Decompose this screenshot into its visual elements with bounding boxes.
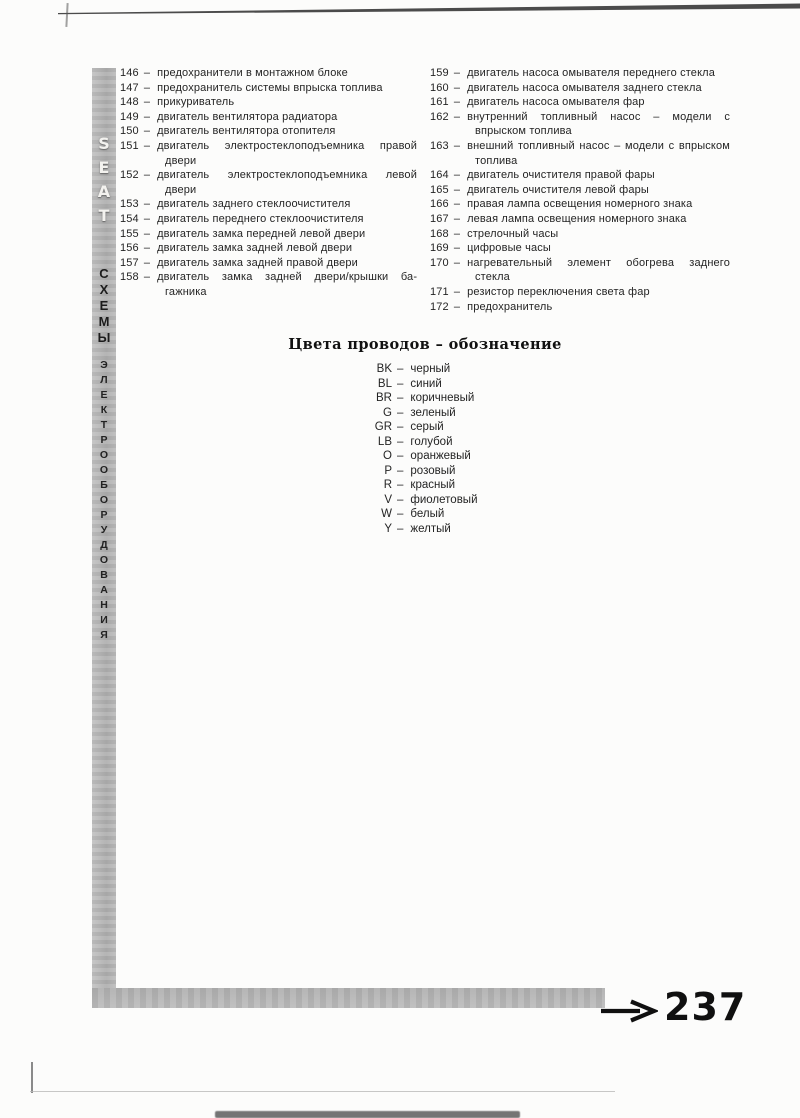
legend-item xyxy=(430,197,730,212)
legend-item-text: двигатель вентилятора радиатора xyxy=(157,110,338,123)
legend-item-number: 151 xyxy=(120,139,139,152)
legend-item-number: 160 xyxy=(430,81,449,94)
sidebar-letter: У xyxy=(100,524,108,536)
wire-color-row xyxy=(368,391,730,406)
sidebar-word-schemes xyxy=(98,266,111,346)
legend-item-text: правая лампа освещения номерного знака xyxy=(467,198,693,211)
legend-item-text: цифровые часы xyxy=(467,242,551,255)
wire-color-code: GR xyxy=(374,421,392,433)
wire-color-code: LB xyxy=(377,435,392,448)
legend-item-number: 169 xyxy=(430,242,449,255)
legend-item-dash: – xyxy=(453,198,461,211)
brand-letter: E xyxy=(98,158,110,177)
sidebar-letter: Р xyxy=(100,434,108,446)
legend-item xyxy=(120,212,417,227)
legend-right-column xyxy=(430,66,730,314)
wire-color-name: белый xyxy=(410,508,445,520)
wire-color-row xyxy=(368,478,730,493)
sidebar-letter: Н xyxy=(100,599,108,611)
wire-colors-heading: Цвета проводов – обозначение xyxy=(288,336,562,353)
sidebar-letter: Д xyxy=(100,539,108,551)
sidebar-letter: Р xyxy=(100,509,108,521)
wire-color-code: O xyxy=(383,450,392,462)
legend-item-dash: – xyxy=(453,285,461,298)
wire-color-name: синий xyxy=(410,377,442,390)
wire-color-dash: – xyxy=(397,392,404,404)
legend-item xyxy=(120,168,417,197)
legend-item-number: 158 xyxy=(120,271,139,284)
legend-item-number: 168 xyxy=(430,227,449,240)
wire-colors-section xyxy=(120,336,730,536)
legend-item-number: 172 xyxy=(430,300,449,313)
brand-letter: S xyxy=(98,134,110,153)
legend-item-dash: – xyxy=(453,212,461,225)
wire-color-name: коричневый xyxy=(410,392,475,404)
legend-item-text: левая лампа освещения номерного знака xyxy=(467,212,687,225)
wire-color-name: желтый xyxy=(410,522,451,535)
sidebar-word-electrical-equipment xyxy=(100,358,108,643)
wire-color-row xyxy=(368,406,730,421)
legend-item-text: двигатель электростеклоподъемника правой двери xyxy=(157,139,417,167)
wire-color-dash: – xyxy=(397,363,404,375)
legend-item-dash: – xyxy=(453,110,461,123)
legend-item-dash: – xyxy=(143,271,151,284)
sidebar-letter: Е xyxy=(100,389,108,401)
legend-item-text: двигатель очистителя правой фары xyxy=(467,169,655,182)
scan-faint-line xyxy=(30,1091,615,1092)
sidebar-letter: Т xyxy=(100,419,108,431)
scan-corner-mark-bottom xyxy=(31,1062,33,1093)
legend-item-text: двигатель вентилятора отопителя xyxy=(157,125,336,138)
legend-item-number: 170 xyxy=(430,256,449,269)
sidebar-letter: О xyxy=(99,449,109,461)
legend-item xyxy=(430,110,730,139)
legend-item-number: 149 xyxy=(120,110,139,123)
legend-item xyxy=(430,95,730,110)
legend-item xyxy=(120,124,417,139)
legend-item-number: 165 xyxy=(430,183,449,196)
legend-item-number: 155 xyxy=(120,227,139,240)
sidebar-letter: Л xyxy=(100,374,108,386)
legend-item xyxy=(120,256,417,271)
legend-item-dash: – xyxy=(143,212,151,225)
legend-item-number: 153 xyxy=(120,198,139,211)
sidebar-letter: Э xyxy=(100,359,108,371)
legend-item-number: 147 xyxy=(120,81,139,94)
wire-color-row xyxy=(368,377,730,392)
legend-item-dash: – xyxy=(143,256,151,269)
legend-item-text: предохранители в монтажном блоке xyxy=(157,67,348,79)
legend-item xyxy=(430,256,730,285)
sidebar-letter: Ы xyxy=(97,330,111,345)
sidebar-letter: М xyxy=(98,314,110,329)
legend-item xyxy=(430,139,730,168)
legend-item-text: двигатель очистителя левой фары xyxy=(467,183,649,196)
legend-item xyxy=(430,81,730,96)
sidebar-letter: А xyxy=(100,584,108,596)
wire-color-dash: – xyxy=(397,435,404,448)
legend-item-dash: – xyxy=(453,96,461,109)
sidebar-letter: О xyxy=(99,464,109,476)
wire-color-dash: – xyxy=(397,421,404,433)
legend-item xyxy=(120,227,417,242)
legend-item-dash: – xyxy=(453,169,461,182)
legend-item-number: 154 xyxy=(120,212,139,225)
legend-item xyxy=(120,66,417,81)
wire-color-name: фиолетовый xyxy=(410,493,478,506)
legend-item-dash: – xyxy=(453,300,461,313)
legend-item-number: 146 xyxy=(120,67,139,79)
sidebar-letter: И xyxy=(100,614,108,626)
legend-item-dash: – xyxy=(143,198,151,211)
legend-item-text: предохранитель системы впрыска топлива xyxy=(157,81,383,94)
brand-vertical-seat xyxy=(98,132,110,228)
legend-item-number: 152 xyxy=(120,169,139,182)
legend-item-text: двигатель замка задней двери/крышки багажника xyxy=(157,271,417,298)
brand-letter: A xyxy=(97,182,111,201)
legend-item xyxy=(430,300,730,315)
wire-color-dash: – xyxy=(397,493,404,506)
wire-colors-list xyxy=(120,362,730,536)
legend-item xyxy=(430,168,730,183)
sidebar-letter: С xyxy=(99,266,109,281)
legend-item-dash: – xyxy=(143,125,151,138)
legend-item-number: 163 xyxy=(430,139,449,152)
legend-item xyxy=(430,285,730,300)
legend-item xyxy=(120,81,417,96)
legend-item-text: двигатель электростеклоподъемника левой двери xyxy=(157,169,417,196)
legend-item-text: двигатель замка задней левой двери xyxy=(157,242,353,255)
legend-item-dash: – xyxy=(453,81,461,94)
sidebar-letter: К xyxy=(100,404,108,416)
legend-item-text: внутренний топливный насос – модели с впрыском топлива xyxy=(467,110,730,138)
legend-item-dash: – xyxy=(143,96,151,109)
legend-item-number: 167 xyxy=(430,212,449,225)
legend-item-text: двигатель замка передней левой двери xyxy=(157,227,366,240)
legend-item xyxy=(120,139,417,168)
legend-item xyxy=(430,183,730,198)
legend-item-text: стрелочный часы xyxy=(467,227,559,240)
wire-color-row xyxy=(368,522,730,537)
legend-item-text: предохранитель xyxy=(467,300,553,313)
wire-color-name: зеленый xyxy=(410,406,456,419)
legend-item-number: 171 xyxy=(430,285,449,298)
legend-item xyxy=(120,241,417,256)
wire-color-dash: – xyxy=(397,377,404,390)
legend-item-text: двигатель переднего стеклоочистителя xyxy=(157,212,364,225)
legend-item-number: 148 xyxy=(120,96,139,109)
wire-color-code: BK xyxy=(376,363,392,375)
legend-item-text: двигатель насоса омывателя заднего стекла xyxy=(467,81,702,94)
wire-color-code: G xyxy=(383,406,392,419)
wire-color-row xyxy=(368,493,730,508)
wire-color-row xyxy=(368,435,730,450)
sidebar-letter: В xyxy=(100,569,108,581)
sidebar-letter: Б xyxy=(100,479,108,491)
legend-item-number: 161 xyxy=(430,96,449,109)
wire-color-code: Y xyxy=(384,522,392,535)
wire-color-dash: – xyxy=(397,464,404,477)
arrow-right-icon xyxy=(600,990,658,1032)
legend-item-text: внешний топливный насос – модели с впрыском топлива xyxy=(467,139,730,167)
legend-item xyxy=(430,241,730,256)
wire-color-name: оранжевый xyxy=(410,450,471,462)
sidebar-letter: Х xyxy=(99,282,109,297)
wire-color-row xyxy=(368,449,730,464)
wire-color-row xyxy=(368,362,730,377)
legend-item-dash: – xyxy=(453,256,461,269)
wire-color-code: BL xyxy=(377,377,392,390)
brand-letter: T xyxy=(98,206,110,225)
legend-item-number: 162 xyxy=(430,110,449,123)
legend-item-dash: – xyxy=(143,242,151,255)
legend-item-dash: – xyxy=(143,227,151,240)
wire-color-name: серый xyxy=(410,421,444,433)
legend-item-dash: – xyxy=(143,81,151,94)
legend-item-text: резистор переключения света фар xyxy=(467,285,650,298)
legend-item-dash: – xyxy=(453,139,461,152)
legend-item-text: двигатель замка задней правой двери xyxy=(157,256,358,269)
legend-item-dash: – xyxy=(453,242,461,255)
legend-item-dash: – xyxy=(143,110,151,123)
legend-item-text: двигатель насоса омывателя переднего стекла xyxy=(467,67,715,79)
legend-item-text: двигатель насоса омывателя фар xyxy=(467,96,645,109)
wire-color-code: R xyxy=(383,479,392,491)
wire-color-dash: – xyxy=(397,406,404,419)
sidebar-letter: О xyxy=(99,494,109,506)
legend-item-number: 166 xyxy=(430,198,449,211)
wire-color-row xyxy=(368,507,730,522)
legend-item-text: двигатель заднего стеклоочистителя xyxy=(157,198,351,211)
legend-item xyxy=(430,66,730,81)
legend-item-dash: – xyxy=(453,67,461,79)
sidebar-letter: Е xyxy=(99,298,109,313)
wire-color-dash: – xyxy=(397,450,404,462)
legend-item xyxy=(120,197,417,212)
wire-color-code: BR xyxy=(376,392,392,404)
legend-left-column xyxy=(120,66,417,300)
legend-item-dash: – xyxy=(453,227,461,240)
wire-color-dash: – xyxy=(397,508,404,520)
legend-item-text: прикуриватель xyxy=(157,96,235,109)
scan-smudge-bar xyxy=(215,1111,520,1118)
legend-item-number: 164 xyxy=(430,169,449,182)
wire-color-dash: – xyxy=(397,522,404,535)
wire-color-code: P xyxy=(384,464,392,477)
wire-color-name: красный xyxy=(410,479,456,491)
legend-item-number: 157 xyxy=(120,256,139,269)
wire-color-name: розовый xyxy=(410,464,456,477)
legend-item-number: 159 xyxy=(430,67,449,79)
legend-item-dash: – xyxy=(453,183,461,196)
wire-color-row xyxy=(368,464,730,479)
sidebar-letter: Я xyxy=(100,629,108,641)
legend-item xyxy=(120,270,417,299)
wire-color-row xyxy=(368,420,730,435)
legend-item xyxy=(120,95,417,110)
legend-item xyxy=(120,110,417,125)
wire-color-dash: – xyxy=(397,479,404,491)
page-top-edge-line xyxy=(0,0,800,20)
legend-item-number: 156 xyxy=(120,242,139,255)
legend-item-dash: – xyxy=(143,169,151,182)
legend-item-dash: – xyxy=(143,139,151,152)
legend-item xyxy=(430,212,730,227)
legend-item xyxy=(430,227,730,242)
wire-color-name: черный xyxy=(410,363,451,375)
page-number: 237 xyxy=(664,985,747,1029)
legend-item-dash: – xyxy=(143,67,151,79)
bottom-rule-bar xyxy=(92,988,605,1008)
legend-item-number: 150 xyxy=(120,125,139,138)
wire-color-code: V xyxy=(384,493,392,506)
legend-item-text: нагревательный элемент обогрева заднего стекла xyxy=(467,256,730,284)
sidebar-letter: О xyxy=(99,554,109,566)
sidebar-tab xyxy=(92,68,116,1008)
page-number-block xyxy=(600,982,746,1032)
wire-color-code: W xyxy=(381,508,392,520)
wire-color-name: голубой xyxy=(410,435,453,448)
